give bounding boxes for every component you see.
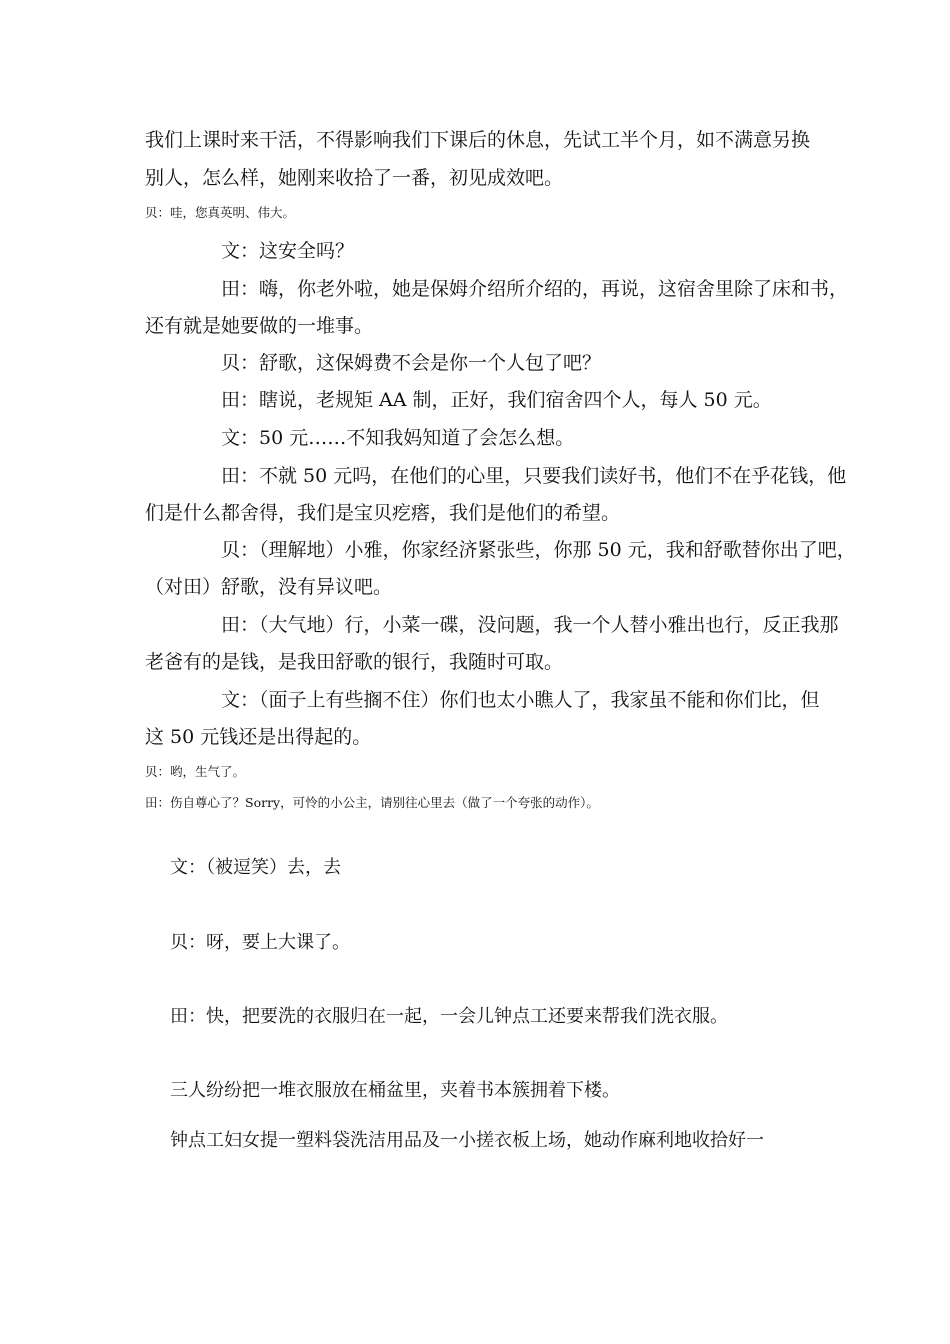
text-line: 贝：哇，您真英明、伟大。	[145, 205, 296, 220]
text-line: 文：这安全吗？	[221, 240, 355, 262]
text-line: 贝：（理解地）小雅，你家经济紧张些，你那 50 元，我和舒歌替你出了吧，	[221, 539, 856, 561]
text-line: 老爸有的是钱，是我田舒歌的银行，我随时可取。	[145, 651, 564, 673]
text-line: （对田）舒歌，没有异议吧。	[145, 576, 393, 598]
text-line: 田：伤自尊心了？Sorry，可怜的小公主，请别往心里去（做了一个夸张的动作）。	[145, 795, 599, 810]
text-line: 我们上课时来干活，不得影响我们下课后的休息，先试工半个月，如不满意另换	[145, 129, 811, 151]
text-line: 文：50 元……不知我妈知道了会怎么想。	[221, 427, 575, 449]
text-line: 田：嗨，你老外啦，她是保姆介绍所介绍的，再说，这宿舍里除了床和书，	[221, 278, 849, 300]
text-line: 贝：哟，生气了。	[145, 764, 246, 779]
text-line: 田：（大气地）行，小菜一碟，没问题，我一个人替小雅出也行，反正我那	[221, 614, 839, 636]
text-line: 钟点工妇女提一塑料袋洗洁用品及一小搓衣板上场，她动作麻利地收拾好一	[170, 1130, 764, 1151]
text-line: 文：（被逗笑）去，去	[170, 857, 341, 878]
text-line: 文：（面子上有些搁不住）你们也太小瞧人了，我家虽不能和你们比，但	[221, 689, 820, 711]
text-line: 田：瞎说，老规矩 AA 制，正好，我们宿舍四个人，每人 50 元。	[221, 389, 772, 411]
text-line: 别人，怎么样，她刚来收拾了一番，初见成效吧。	[145, 167, 564, 189]
text-line: 田：快，把要洗的衣服归在一起，一会儿钟点工还要来帮我们洗衣服。	[170, 1006, 728, 1027]
text-line: 这 50 元钱还是出得起的。	[145, 726, 372, 748]
text-line: 三人纷纷把一堆衣服放在桶盆里，夹着书本簇拥着下楼。	[170, 1080, 620, 1101]
text-line: 贝：呀，要上大课了。	[170, 932, 350, 953]
text-line: 还有就是她要做的一堆事。	[145, 315, 374, 337]
text-line: 田：不就 50 元吗，在他们的心里，只要我们读好书，他们不在乎花钱，他	[221, 465, 847, 487]
text-line: 贝：舒歌，这保姆费不会是你一个人包了吧？	[221, 352, 602, 374]
text-line: 们是什么都舍得，我们是宝贝疙瘩，我们是他们的希望。	[145, 502, 621, 524]
